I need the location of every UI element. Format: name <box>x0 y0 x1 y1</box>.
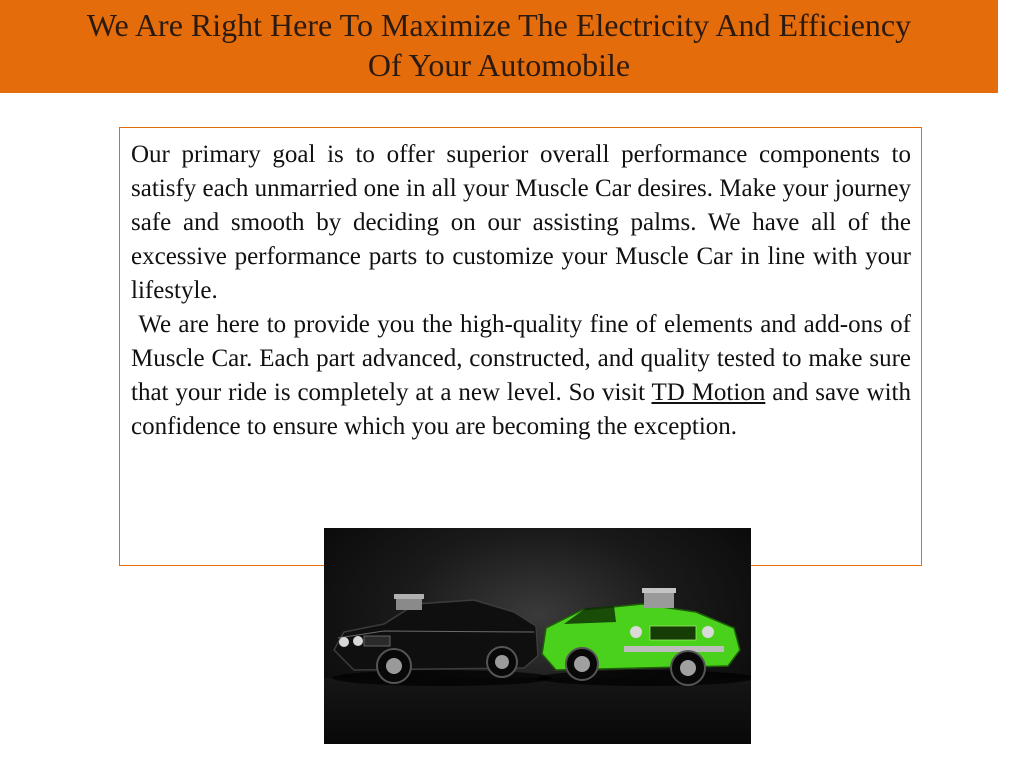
muscle-cars-photo <box>324 528 751 744</box>
title-banner <box>0 0 998 93</box>
content-text <box>131 138 911 444</box>
paragraph-2-end: and save with confidence to ensure which you are becoming the exception. <box>131 379 911 440</box>
cars-illustration <box>324 528 751 744</box>
page-title-line-2: Of Your Automobile <box>367 47 631 83</box>
page-title-line-1: We Are Right Here To Maximize The Electricity And Efficiency <box>86 7 912 43</box>
black-car <box>332 594 552 686</box>
content-box <box>119 127 922 566</box>
paragraph-2 <box>131 308 911 444</box>
paragraph-2-start: We are here to provide you the high-quality fine of elements and add-ons of Muscle Car. Each part advanced, constructed, and quality tested to make sure that your ride is completely at a new level. So visit <box>131 311 912 406</box>
td-motion-link[interactable]: TD Motion <box>651 379 766 406</box>
green-car <box>538 588 751 686</box>
paragraph-1: Our primary goal is to offer superior overall performance components to satisfy each unmarried one in all your Muscle Car desires. Make your journey safe and smooth by deciding on our assisting palms. We have all of the excessive performance parts to customize your Muscle Car in line with your lifestyle. <box>131 141 911 304</box>
